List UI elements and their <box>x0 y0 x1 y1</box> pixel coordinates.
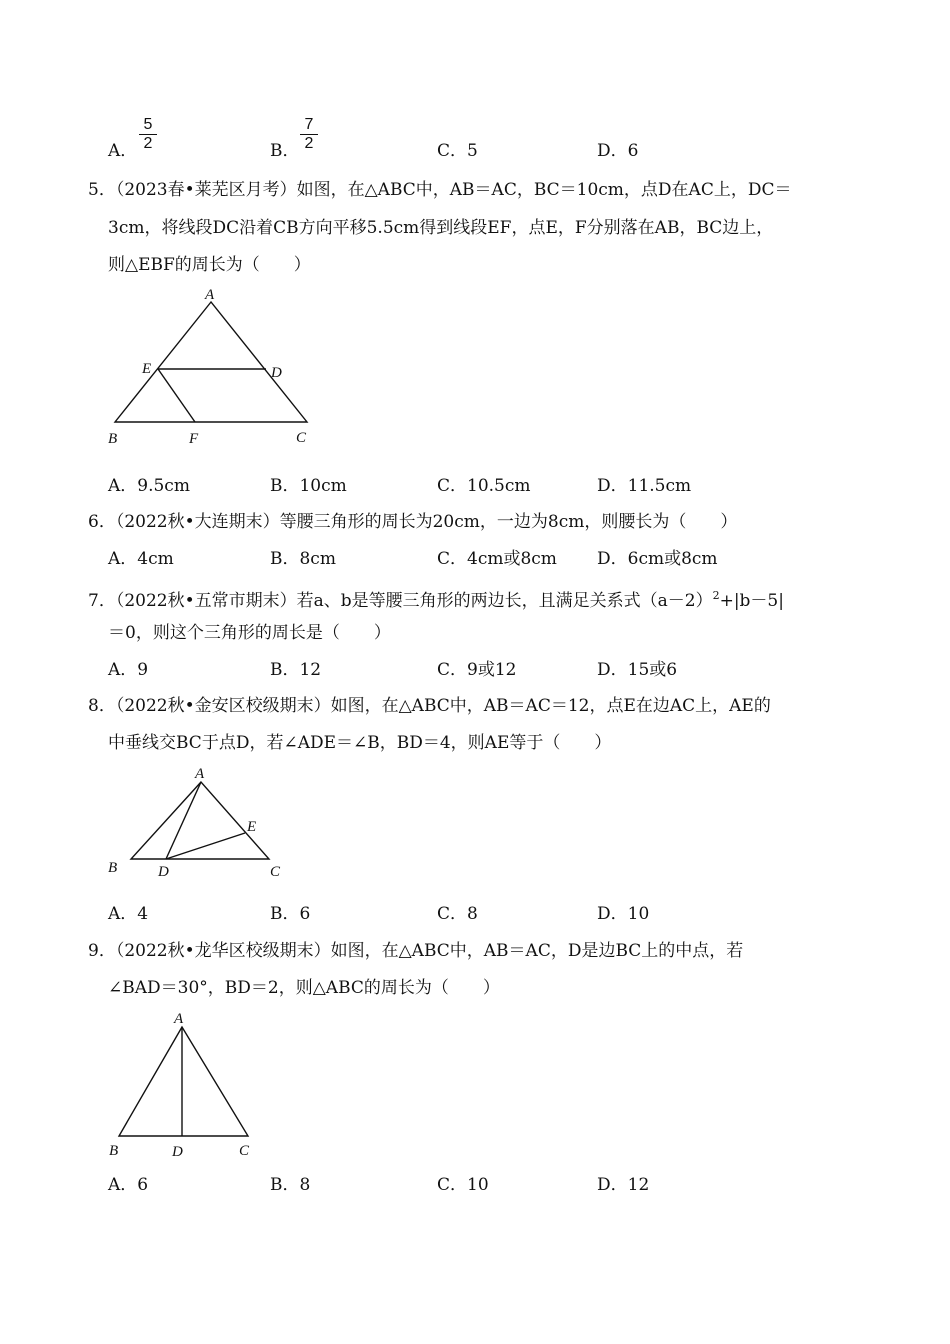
q6-option-d: D．6cm或8cm <box>597 549 718 569</box>
fraction-numerator: 7 <box>304 116 314 133</box>
q7-option-c: C．9或12 <box>437 660 517 680</box>
q8-label-d: D <box>158 864 169 880</box>
q6-option-c: C．4cm或8cm <box>437 549 557 569</box>
q7-stem-line-2: ＝0，则这个三角形的周长是（ ） <box>108 623 391 643</box>
fraction-denominator: 2 <box>304 135 314 152</box>
q9-label-b: B <box>109 1143 119 1159</box>
q5-stem-line-3: 则△EBF的周长为（ ） <box>108 255 311 275</box>
q5-label-b: B <box>108 431 118 447</box>
q8-option-d: D．10 <box>597 904 650 924</box>
q8-option-a: A．4 <box>108 904 149 924</box>
q5-segment-ef <box>158 369 195 422</box>
q5-label-f: F <box>189 431 199 447</box>
q4-option-a-fraction <box>139 117 157 152</box>
q5-option-a: A．9.5cm <box>108 476 190 496</box>
q5-label-a: A <box>205 287 215 303</box>
q9-stem-line-1: 9．（2022秋•龙华区校级期末）如图，在△ABC中，AB＝AC，D是边BC上的中点，若 <box>88 941 744 961</box>
q8-option-c: C．8 <box>437 904 478 924</box>
q5-label-d: D <box>271 365 282 381</box>
q5-option-b: B．10cm <box>270 476 347 496</box>
q5-figure <box>100 285 330 450</box>
q4-option-c: C．5 <box>437 141 478 161</box>
q9-label-a: A <box>174 1011 184 1027</box>
q9-option-a: A．6 <box>108 1175 149 1195</box>
q7-exponent: 2 <box>712 589 720 602</box>
q8-stem-line-1: 8．（2022秋•金安区校级期末）如图，在△ABC中，AB＝AC＝12，点E在边AC上，AE的 <box>88 696 771 716</box>
q9-triangle-abc <box>119 1027 248 1136</box>
q8-segment-ad <box>166 782 201 859</box>
q5-stem-line-2: 3cm，将线段DC沿着CB方向平移5.5cm得到线段EF，点E，F分别落在AB，BC边上， <box>108 218 774 238</box>
fraction-denominator: 2 <box>143 135 153 152</box>
q8-option-b: B．6 <box>270 904 311 924</box>
q8-stem-line-2: 中垂线交BC于点D，若∠ADE＝∠B，BD＝4，则AE等于（ ） <box>108 733 612 753</box>
q4-option-d: D．6 <box>597 141 639 161</box>
q5-option-c: C．10.5cm <box>437 476 531 496</box>
q5-option-d: D．11.5cm <box>597 476 692 496</box>
q9-stem-line-2: ∠BAD＝30°，BD＝2，则△ABC的周长为（ ） <box>108 978 500 998</box>
q9-label-d: D <box>172 1144 183 1160</box>
q7-stem-line-1b: +|b－5| <box>719 591 784 611</box>
q6-option-b: B．8cm <box>270 549 336 569</box>
q8-label-a: A <box>195 766 205 782</box>
q4-option-b-label: B． <box>270 141 300 161</box>
q6-stem-line-1: 6．（2022秋•大连期末）等腰三角形的周长为20cm，一边为8cm，则腰长为（ ） <box>88 512 738 532</box>
q8-label-b: B <box>108 860 118 876</box>
q9-figure <box>100 1008 270 1163</box>
q6-option-a: A．4cm <box>108 549 174 569</box>
fraction-numerator: 5 <box>143 116 153 133</box>
q5-label-e: E <box>142 361 152 377</box>
q9-option-b: B．8 <box>270 1175 311 1195</box>
q4-option-a-label: A． <box>108 141 138 161</box>
q5-stem-line-1: 5．（2023春•莱芜区月考）如图，在△ABC中，AB＝AC，BC＝10cm，点D在AC上，DC＝ <box>88 180 792 200</box>
q4-option-b-fraction <box>300 117 318 152</box>
q9-label-c: C <box>239 1143 250 1159</box>
q9-option-c: C．10 <box>437 1175 489 1195</box>
q7-option-b: B．12 <box>270 660 322 680</box>
q9-option-d: D．12 <box>597 1175 650 1195</box>
q7-stem-line-1a: 7．（2022秋•五常市期末）若a、b是等腰三角形的两边长，且满足关系式（a－2） <box>88 591 713 611</box>
q8-segment-de <box>166 833 245 859</box>
q5-label-c: C <box>296 430 307 446</box>
q8-label-e: E <box>247 819 257 835</box>
q8-figure <box>100 762 300 884</box>
q7-stem-line-1 <box>88 586 784 611</box>
q8-label-c: C <box>270 864 281 880</box>
q7-option-d: D．15或6 <box>597 660 678 680</box>
q7-option-a: A．9 <box>108 660 149 680</box>
